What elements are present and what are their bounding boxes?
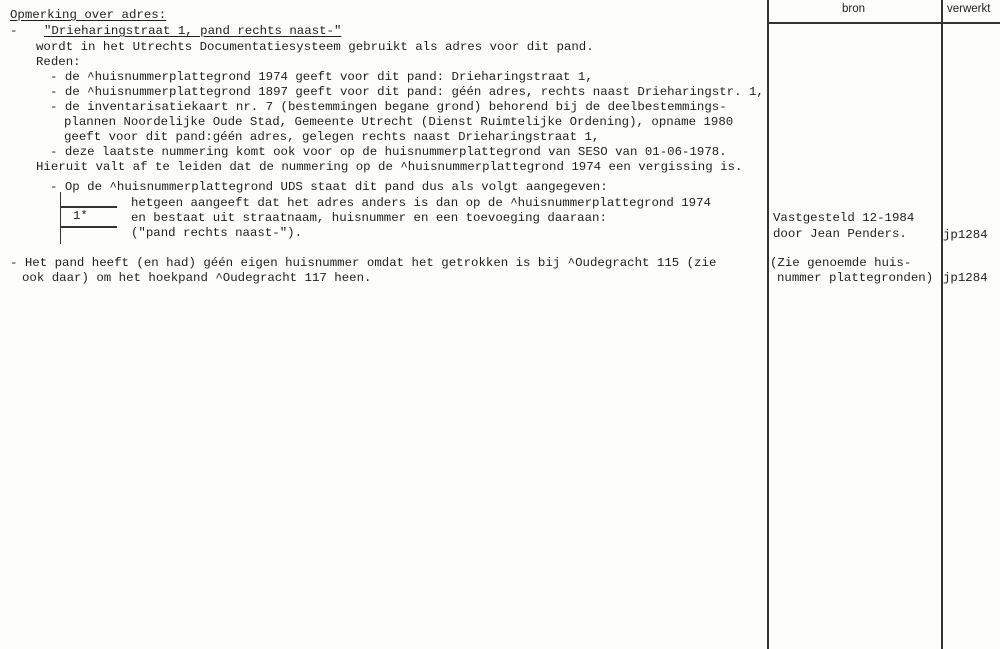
source-note: nummer plattegronden) (777, 271, 934, 285)
column-header-bron: bron (842, 3, 866, 15)
remark-line: geeft voor dit pand:géén adres, gelegen rechts naast Drieharingstraat 1, (64, 130, 600, 144)
remark-line: Hieruit valt af te leiden dat de nummering op de ^huisnummerplattegrond 1974 een vergissing is. (36, 160, 743, 174)
address-box-diagram (60, 192, 88, 244)
second-point-line: - Het pand heeft (en had) géén eigen huisnummer omdat het getrokken is bij ^Oudegracht 115 (zie (10, 256, 717, 270)
remark-line: - de inventarisatiekaart nr. 7 (bestemmingen begane grond) behorend bij de deelbestemmings- (50, 100, 727, 114)
box-label: 1* (73, 209, 88, 223)
column-divider-bron (767, 0, 769, 649)
remark-line: - de ^huisnummerplattegrond 1974 geeft voor dit pand: Drieharingstraat 1, (50, 70, 593, 84)
remark-line: - de ^huisnummerplattegrond 1897 geeft voor dit pand: géén adres, rechts naast Drieharingstr. 1, (50, 85, 764, 99)
remark-line: Reden: (36, 55, 81, 69)
second-point-line: ook daar) om het hoekpand ^Oudegracht 117 heen. (22, 271, 372, 285)
column-header-verwerkt: verwerkt (947, 3, 991, 15)
source-note: door Jean Penders. (773, 227, 907, 241)
source-note: Vastgesteld 12-1984 (773, 211, 915, 225)
verwerkt-initials: jp1284 (943, 271, 988, 285)
uds-line: ("pand rechts naast-"). (131, 226, 303, 240)
column-divider-verwerkt (941, 0, 943, 649)
uds-line: en bestaat uit straatnaam, huisnummer en een toevoeging daaraan: (131, 211, 607, 225)
remark-line: - deze laatste nummering komt ook voor op de huisnummerplattegrond van SESO van 01-06-1978. (50, 145, 727, 159)
remark-line: plannen Noordelijke Oude Stad, Gemeente Utrecht (Dienst Ruimtelijke Ordening), opname 1980 (64, 115, 734, 129)
box-rule-bottom (61, 226, 117, 228)
bullet-dash: - (10, 24, 18, 38)
uds-line: hetgeen aangeeft dat het adres anders is dan op de ^huisnummerplattegrond 1974 (131, 196, 711, 210)
remark-line: wordt in het Utrechts Documentatiesysteem gebruikt als adres voor dit pand. (36, 40, 594, 54)
header-rule (767, 22, 1000, 24)
box-rule-top (61, 206, 117, 208)
uds-intro: - Op de ^huisnummerplattegrond UDS staat dit pand dus als volgt aangegeven: (50, 180, 608, 194)
remark-heading: Opmerking over adres: (10, 8, 167, 22)
verwerkt-initials: jp1284 (943, 228, 988, 242)
address-title: "Drieharingstraat 1, pand rechts naast-" (44, 24, 342, 38)
source-note: (Zie genoemde huis- (770, 256, 912, 270)
